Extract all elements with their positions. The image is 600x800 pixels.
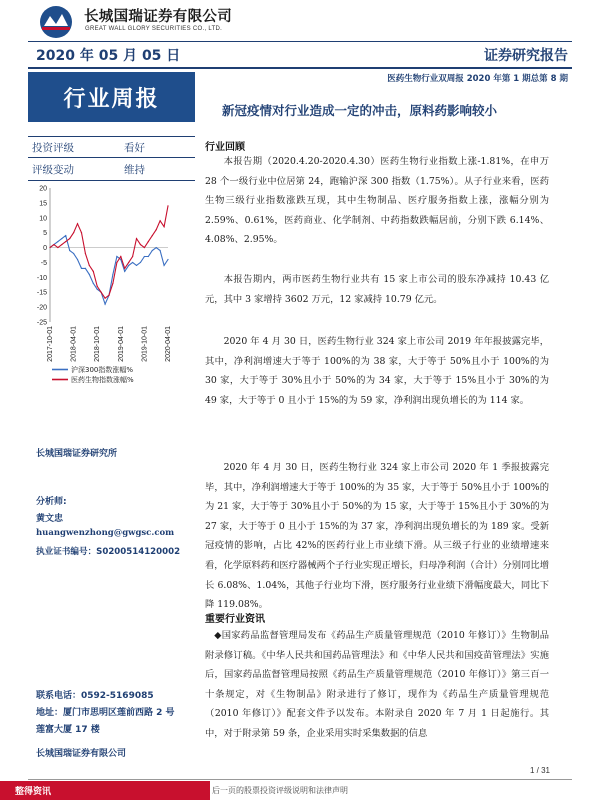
chart-point bbox=[120, 256, 121, 257]
chart-point bbox=[73, 232, 74, 233]
chart-y-tick-label: -5 bbox=[40, 259, 47, 267]
chart-point bbox=[104, 298, 105, 299]
section-title-review: 行业回顾 bbox=[205, 142, 245, 153]
chart-y-tick-label: -20 bbox=[36, 304, 47, 312]
chart-point bbox=[93, 271, 94, 272]
chart-x-tick-label: 2018-04-01 bbox=[70, 326, 78, 362]
chart-point bbox=[77, 223, 78, 224]
rating-label: 投资评级 bbox=[32, 142, 74, 154]
chart-y-tick-label: 10 bbox=[39, 215, 47, 223]
chart-point bbox=[167, 205, 168, 206]
chart-point bbox=[116, 262, 117, 263]
chart-point bbox=[136, 265, 137, 266]
chart-point bbox=[163, 226, 164, 227]
chart-point bbox=[53, 244, 54, 245]
address-line-2: 莲富大厦 17 楼 bbox=[36, 725, 100, 735]
rating-change-label: 评级变动 bbox=[32, 164, 74, 176]
chart-point bbox=[136, 238, 137, 239]
rating-row bbox=[28, 136, 195, 156]
chart-point bbox=[69, 250, 70, 251]
chart-point bbox=[112, 274, 113, 275]
address-line-1: 地址：厦门市思明区莲前西路 2 号 bbox=[36, 708, 175, 718]
chart-point bbox=[124, 271, 125, 272]
chart-point bbox=[81, 232, 82, 233]
rating-value: 看好 bbox=[124, 142, 145, 154]
rating-change-row bbox=[28, 158, 195, 178]
chart-y-tick-label: -15 bbox=[36, 289, 47, 297]
chart-x-tick-label: 2019-04-01 bbox=[117, 326, 125, 362]
chart-y-tick-label: 15 bbox=[39, 200, 47, 208]
chart-point bbox=[140, 244, 141, 245]
index-performance-chart bbox=[28, 182, 198, 402]
section-title-news: 重要行业资讯 bbox=[205, 614, 265, 625]
chart-point bbox=[160, 220, 161, 221]
footer-badge: 整得资讯 bbox=[15, 787, 52, 797]
chart-point bbox=[85, 268, 86, 269]
chart-x-tick-label: 2017-10-01 bbox=[47, 326, 54, 362]
chart-point bbox=[160, 250, 161, 251]
company-name-cn: 长城国瑞证券有限公司 bbox=[84, 9, 232, 25]
chart-point bbox=[148, 256, 149, 257]
chart-point bbox=[69, 238, 70, 239]
chart-point bbox=[57, 241, 58, 242]
chart-point bbox=[167, 259, 168, 260]
chart-legend-label: 沪深300指数涨幅% bbox=[71, 366, 134, 374]
chart-point bbox=[112, 283, 113, 284]
chart-point bbox=[85, 253, 86, 254]
chart-point bbox=[61, 238, 62, 239]
report-headline: 新冠疫情对行业造成一定的冲击，原料药影响较小 bbox=[222, 103, 498, 118]
chart-point bbox=[144, 247, 145, 248]
chart-point bbox=[77, 259, 78, 260]
chart-point bbox=[132, 262, 133, 263]
chart-y-tick-label: 5 bbox=[43, 230, 47, 238]
chart-y-tick-label: -10 bbox=[36, 274, 47, 282]
paragraph-annual-report: 2020 年 4 月 30 日，医药生物行业 324 家上市公司 2019 年年报披露完毕，其中，净利润增速大于等于 100%的为 38 家，大于等于 50%且小于 100%的为 30 家，大于等于 30%且小于 50%的为 34 家，大于等于 15%且小于 30%的为 49 家，大于等于 0 且小于 15%的为 59 家，净利润出现负增长的为 114 家。 bbox=[205, 336, 549, 406]
chart-point bbox=[61, 244, 62, 245]
chart-point bbox=[128, 262, 129, 263]
chart-point bbox=[156, 229, 157, 230]
report-type: 证券研究报告 bbox=[484, 48, 568, 64]
company-logo bbox=[36, 4, 76, 40]
header-divider-thick bbox=[28, 67, 572, 69]
company-name-en: GREAT WALL GLORY SECURITIES CO., LTD. bbox=[85, 26, 223, 32]
paragraph-review: 本报告期（2020.4.20-2020.4.30）医药生物行业指数上涨-1.81%，在申万 28 个一级行业中位居第 24，跑输沪深 300 指数（1.75%）。从子行业来看，医药生物三级行业指数涨跌互现，其中生物制品、医疗服务指数上涨，涨幅分别为 2.59%、0.61%，医药商业、化学制剂、中药指数跌幅居前，分别下跌 6.14%、4.08%、2.95%。 bbox=[205, 156, 549, 246]
chart-point bbox=[73, 253, 74, 254]
chart-point bbox=[128, 265, 129, 266]
footer-disclaimer-note: 后一页的股票投资评级说明和法律声明 bbox=[212, 786, 348, 795]
paragraph-shareholding: 本报告期内，两市医药生物行业共有 15 家上市公司的股东净减持 10.43 亿元，其中 3 家增持 3602 万元，12 家减持 10.79 亿元。 bbox=[205, 274, 549, 305]
chart-point bbox=[89, 265, 90, 266]
chart-x-tick-label: 2018-10-01 bbox=[94, 326, 102, 362]
chart-point bbox=[132, 256, 133, 257]
header-divider bbox=[28, 41, 572, 42]
analyst-name: 黄文忠 bbox=[36, 514, 64, 524]
chart-point bbox=[65, 241, 66, 242]
chart-point bbox=[140, 262, 141, 263]
company-footer-name: 长城国瑞证券有限公司 bbox=[36, 749, 127, 759]
chart-point bbox=[116, 256, 117, 257]
report-date: 2020 年 05 月 05 日 bbox=[36, 48, 181, 64]
chart-point bbox=[156, 247, 157, 248]
paragraph-q1-report: 2020 年 4 月 30 日，医药生物行业 324 家上市公司 2020 年 1 季报披露完毕，其中，净利润增速大于等于 100%的为 35 家，大于等于 50%且小于 100%的为 21 家，大于等于 30%且小于 50%的为 15 家，大于等于 15%且小于 30%的为 27 家，大于等于 0 且小于 15%的为 37 家，净利润出现负增长的为 189 家。受新冠疫情的影响，占比 42%的医药行业上市业绩下滑。从三级子行业的业绩增速来看，化学原料药和医疗器械两个子行业实现正增长，归母净利润（合计）分别同比增长 6.08%、1.04%，其他子行业均下滑，医疗服务行业业绩下滑幅度最大，同比下降 119.08%。 bbox=[205, 462, 549, 611]
chart-series-line-2 bbox=[50, 206, 168, 298]
chart-point bbox=[65, 235, 66, 236]
chart-point bbox=[57, 247, 58, 248]
chart-point bbox=[152, 235, 153, 236]
chart-x-tick-label: 2020-04-01 bbox=[165, 326, 172, 362]
report-series: 医药生物行业双周报 2020 年第 1 期总第 8 期 bbox=[387, 74, 568, 84]
page-number: 1 / 31 bbox=[529, 766, 550, 775]
rating-divider bbox=[28, 180, 195, 181]
chart-point bbox=[81, 268, 82, 269]
analyst-email[interactable]: huangwenzhong@gwgsc.com bbox=[36, 528, 175, 538]
chart-point bbox=[163, 265, 164, 266]
chart-y-tick-label: 20 bbox=[39, 185, 47, 193]
chart-y-tick-label: 0 bbox=[43, 245, 47, 253]
chart-point bbox=[124, 268, 125, 269]
chart-point bbox=[108, 295, 109, 296]
chart-point bbox=[148, 241, 149, 242]
chart-point bbox=[104, 304, 105, 305]
rating-change-value: 维持 bbox=[124, 164, 145, 176]
chart-point bbox=[49, 247, 50, 248]
analyst-label: 分析师: bbox=[36, 497, 67, 507]
chart-point bbox=[152, 250, 153, 251]
chart-point bbox=[144, 256, 145, 257]
chart-legend-label: 医药生物指数涨幅% bbox=[71, 376, 134, 384]
chart-point bbox=[101, 292, 102, 293]
chart-point bbox=[97, 286, 98, 287]
institute-name: 长城国瑞证券研究所 bbox=[36, 449, 118, 459]
chart-point bbox=[93, 283, 94, 284]
report-category-banner: 行业周报 bbox=[28, 72, 195, 122]
chart-point bbox=[89, 274, 90, 275]
paragraph-news: ◆国家药品监督管理局发布《药品生产质量管理规范（2010 年修订）》生物制品附录修订稿。《中华人民共和国药品管理法》和《中华人民共和国疫苗管理法》实施后，国家药品监督管理局按照《药品生产质量管理规范（2010 年修订）》第三百一十条规定，对《生物制品》附录进行了修订，现作为《药品生产质量管理规范（2010 年修订）》配套文件予以发布。本附录自 2020 年 7 月 1 日起施行。其中，对于附录第 59 条，企业采用实时采集数据的信息 bbox=[205, 630, 549, 739]
chart-y-tick-label: -25 bbox=[36, 319, 47, 327]
chart-point bbox=[97, 289, 98, 290]
footer-divider bbox=[28, 779, 572, 780]
license-number: 执业证书编号：S0200514120002 bbox=[36, 547, 181, 557]
contact-phone: 联系电话：0592-5169085 bbox=[36, 691, 154, 701]
chart-x-tick-label: 2019-10-01 bbox=[141, 326, 149, 362]
